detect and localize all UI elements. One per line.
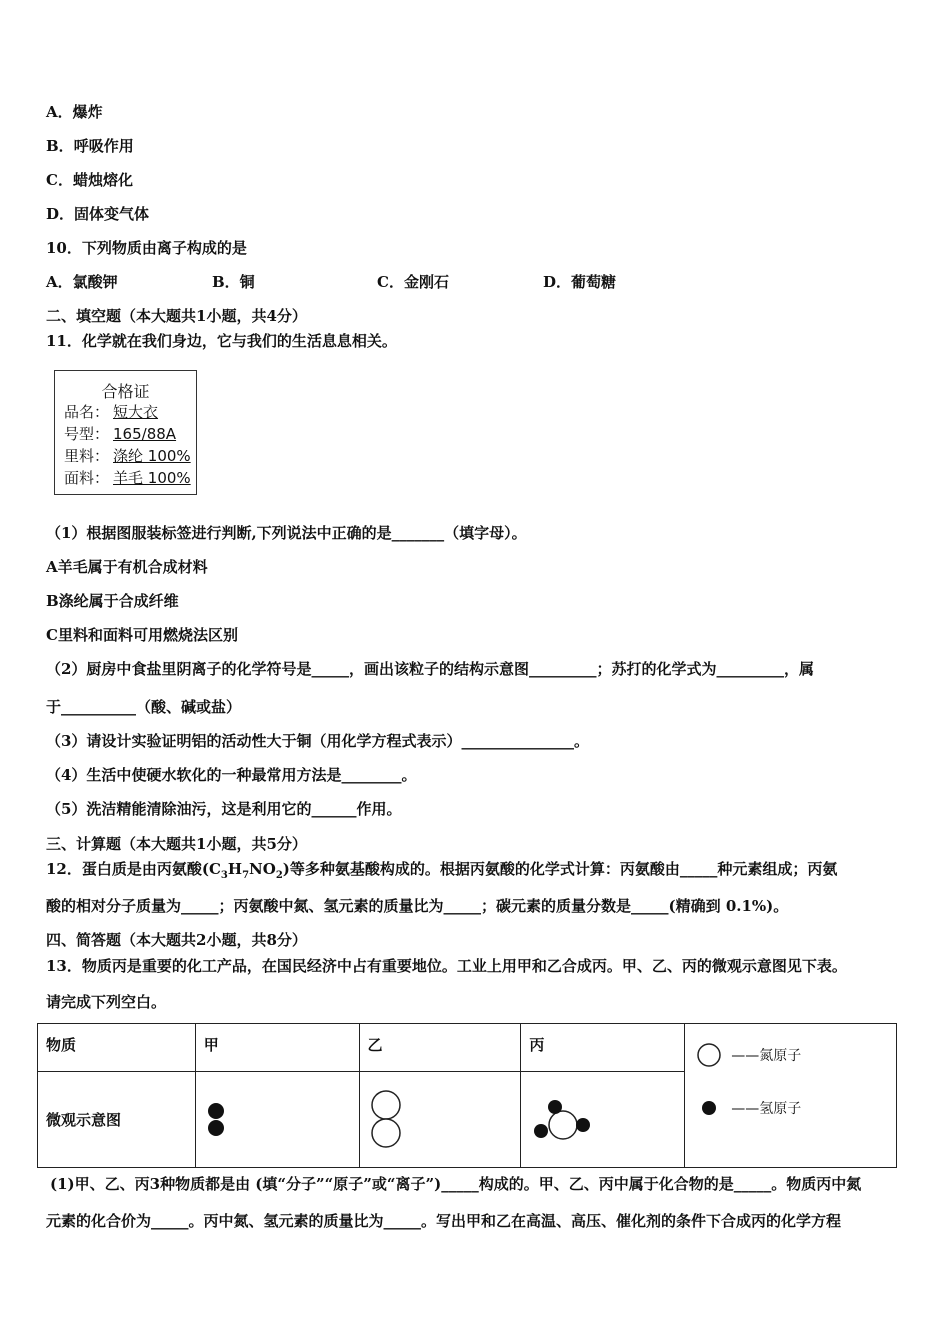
- q11-part-3: （3）请设计实验证明铝的活动性大于铜（用化学方程式表示）_______________。: [46, 732, 589, 750]
- q13-table: [37, 1023, 897, 1168]
- garment-label-row-shell: 面料： 羊毛 100%: [64, 469, 191, 487]
- garment-label-row-size: 号型： 165/88A: [64, 425, 177, 443]
- q11-part-5: （5）洗洁精能清除油污，这是利用它的______作用。: [46, 800, 402, 818]
- q12-line-2: 酸的相对分子质量为_____；丙氨酸中氮、氢元素的质量比为_____；碳元素的质量分数是_____(精确到 0.1%)。: [46, 897, 789, 915]
- molecule-jia-cell: [195, 1072, 359, 1168]
- section-3-heading: 三、计算题（本大题共1小题，共5分）: [46, 835, 307, 853]
- garment-label-figure: [54, 370, 197, 495]
- section-4-heading: 四、简答题（本大题共2小题，共8分）: [46, 931, 307, 949]
- table-header-yi: 乙: [359, 1024, 521, 1072]
- q11-choice-c: C里料和面料可用燃烧法区别: [46, 626, 238, 644]
- q13-part-1-line-2: 元素的化合价为_____。丙中氮、氢元素的质量比为_____。写出甲和乙在高温、高压、催化剂的条件下合成丙的化学方程: [46, 1212, 842, 1230]
- table-header-bing: 丙: [521, 1024, 685, 1072]
- garment-label-row-lining: 里料： 涤纶 100%: [64, 447, 191, 465]
- q9-option-a: A．爆炸: [46, 103, 103, 121]
- q9-option-c: C．蜡烛熔化: [46, 171, 133, 189]
- q11-part-1: （1）根据图服装标签进行判断,下列说法中正确的是_______（填字母）。: [46, 524, 527, 542]
- atom-legend: [685, 1024, 897, 1168]
- q11-stem: 11．化学就在我们身边，它与我们的生活息息相关。: [46, 332, 397, 350]
- garment-label-title: 合格证: [101, 382, 150, 401]
- legend-nitrogen-label: ——氮原子: [731, 1048, 802, 1064]
- q10-stem: 10．下列物质由离子构成的是: [46, 239, 247, 257]
- q12-line-1: 12．蛋白质是由丙氨酸$(C_3H_7NO_2)$等多种氨基酸构成的。根据丙氨酸的化学式计算：丙氨酸由_____种元素组成；丙氨: [46, 860, 838, 881]
- nitrogen-molecule-icon: [368, 1088, 408, 1152]
- q10-option-d: D．葡萄糖: [543, 273, 617, 291]
- q13-line-1: 13．物质丙是重要的化工产品，在国民经济中占有重要地位。工业上用甲和乙合成丙。甲、乙、丙的微观示意图见下表。: [46, 957, 847, 975]
- table-row-label: 微观示意图: [38, 1072, 196, 1168]
- garment-label-row-name: 品名： 短大衣: [64, 403, 159, 421]
- table-header-substance: 物质: [38, 1024, 196, 1072]
- q11-choice-a: A羊毛属于有机合成材料: [46, 558, 208, 576]
- q9-option-b: B．呼吸作用: [46, 137, 134, 155]
- nitrogen-atom-icon: [695, 1042, 723, 1068]
- q13-line-2: 请完成下列空白。: [46, 993, 167, 1011]
- molecule-bing-cell: [521, 1072, 685, 1168]
- hydrogen-molecule-icon: [204, 1098, 234, 1142]
- ammonia-molecule-icon: [529, 1095, 599, 1145]
- q11-part-4: （4）生活中使硬水软化的一种最常用方法是________。: [46, 766, 417, 784]
- q9-option-d: D．固体变气体: [46, 205, 150, 223]
- legend-hydrogen-label: ——氢原子: [731, 1101, 802, 1117]
- hydrogen-atom-icon: [695, 1098, 723, 1118]
- q10-option-b: B．铜: [212, 273, 255, 291]
- q10-option-a: A．氯酸钾: [46, 273, 118, 291]
- q13-part-1-line-1: (1)甲、乙、丙3种物质都是由 (填“分子”“原子”或“离子”)_____构成的。甲、乙、丙中属于化合物的是_____。物质丙中氮: [50, 1175, 862, 1193]
- q11-choice-b: B涤纶属于合成纤维: [46, 592, 179, 610]
- q11-part-2-line-1: （2）厨房中食盐里阴离子的化学符号是_____，画出该粒子的结构示意图_________；苏打的化学式为_________，属: [46, 660, 814, 678]
- table-header-jia: 甲: [195, 1024, 359, 1072]
- q10-option-c: C．金刚石: [377, 273, 449, 291]
- molecule-yi-cell: [359, 1072, 521, 1168]
- q11-part-2-line-2: 于__________（酸、碱或盐）: [46, 698, 242, 716]
- section-2-heading: 二、填空题（本大题共1小题，共4分）: [46, 307, 307, 325]
